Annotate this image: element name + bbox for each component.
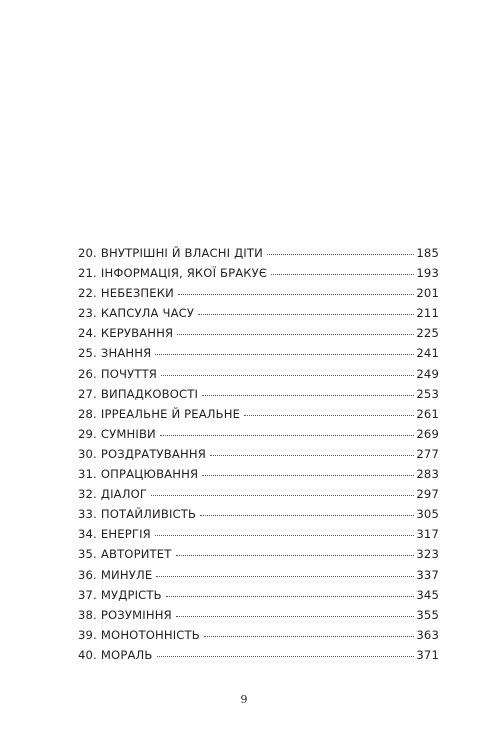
table-of-contents xyxy=(78,246,439,668)
toc-entry xyxy=(78,628,439,648)
toc-entry-title: ВНУТРІШНІ Й ВЛАСНІ ДІТИ xyxy=(100,246,263,260)
toc-entry xyxy=(78,447,439,467)
toc-entry xyxy=(78,326,439,346)
toc-entry-number: 29. xyxy=(78,426,97,441)
dot-leader xyxy=(198,313,414,315)
toc-entry-page: 371 xyxy=(416,647,439,662)
toc-entry-number: 26. xyxy=(78,366,97,381)
dot-leader xyxy=(210,454,415,456)
dot-leader xyxy=(156,575,414,577)
toc-entry-page: 283 xyxy=(416,467,439,482)
toc-entry-page: 323 xyxy=(416,547,439,562)
dot-leader xyxy=(155,353,414,355)
toc-entry-title: РОЗУМІННЯ xyxy=(100,607,172,622)
toc-entry-number: 30. xyxy=(78,446,97,461)
dot-leader xyxy=(166,595,415,597)
toc-entry-page: 305 xyxy=(416,507,439,522)
toc-entry-title: ІНФОРМАЦІЯ, ЯКОЇ БРАКУЄ xyxy=(100,266,268,281)
dot-leader xyxy=(271,273,414,275)
toc-entry-title: КЕРУВАННЯ xyxy=(100,326,174,341)
toc-entry-number: 32. xyxy=(78,487,97,502)
toc-entry xyxy=(78,568,439,588)
dot-leader xyxy=(160,434,415,436)
toc-entry-title: АВТОРИТЕТ xyxy=(100,547,172,562)
dot-leader xyxy=(177,333,414,335)
toc-entry xyxy=(78,266,439,286)
toc-entry-title: МОРАЛЬ xyxy=(100,647,153,662)
toc-entry xyxy=(78,407,439,427)
toc-entry xyxy=(78,608,439,628)
dot-leader xyxy=(204,635,415,637)
toc-entry-page: 337 xyxy=(416,567,439,582)
toc-entry-title: ЕНЕРГІЯ xyxy=(100,527,151,542)
toc-entry xyxy=(78,346,439,366)
toc-entry xyxy=(78,427,439,447)
toc-entry xyxy=(78,588,439,608)
toc-entry-number: 35. xyxy=(78,547,97,562)
toc-entry-page: 249 xyxy=(416,366,439,381)
toc-entry-page: 193 xyxy=(416,266,439,281)
toc-entry-title: ВИПАДКОВОСТІ xyxy=(100,386,199,401)
toc-entry-title: ІРРЕАЛЬНЕ Й РЕАЛЬНЕ xyxy=(100,406,241,421)
toc-entry xyxy=(78,387,439,407)
toc-entry-page: 201 xyxy=(416,286,439,301)
toc-entry-page: 363 xyxy=(416,627,439,642)
toc-entry-title: НЕБЕЗПЕКИ xyxy=(100,286,174,301)
dot-leader xyxy=(176,554,415,556)
toc-entry-title: МОНОТОННІСТЬ xyxy=(100,627,200,642)
toc-entry xyxy=(78,648,439,668)
toc-entry-title: ДІАЛОГ xyxy=(100,487,148,502)
dot-leader xyxy=(157,655,415,657)
toc-entry xyxy=(78,547,439,567)
toc-entry-title: КАПСУЛА ЧАСУ xyxy=(100,306,195,321)
toc-entry xyxy=(78,527,439,547)
dot-leader xyxy=(151,494,414,496)
toc-entry-number: 40. xyxy=(78,647,97,662)
toc-entry xyxy=(78,286,439,306)
toc-entry-number: 31. xyxy=(78,467,97,482)
toc-entry xyxy=(78,367,439,387)
dot-leader xyxy=(161,374,414,376)
toc-entry-page: 277 xyxy=(416,446,439,461)
toc-entry-number: 27. xyxy=(78,386,97,401)
toc-entry-page: 225 xyxy=(416,326,439,341)
toc-entry-page: 355 xyxy=(416,607,439,622)
toc-entry-title: МИНУЛЕ xyxy=(100,567,153,582)
toc-entry xyxy=(78,467,439,487)
toc-entry-title: СУМНІВИ xyxy=(100,426,156,441)
toc-entry-page: 185 xyxy=(416,246,439,260)
toc-entry-number: 20. xyxy=(78,246,97,260)
dot-leader xyxy=(202,474,414,476)
toc-entry-number: 33. xyxy=(78,507,97,522)
toc-entry-title: ОПРАЦЮВАННЯ xyxy=(100,467,199,482)
toc-entry-page: 317 xyxy=(416,527,439,542)
toc-entry-page: 297 xyxy=(416,487,439,502)
toc-entry-page: 253 xyxy=(416,386,439,401)
page-number: 9 xyxy=(240,693,248,706)
toc-entry-title: МУДРІСТЬ xyxy=(100,587,162,602)
toc-entry-number: 25. xyxy=(78,346,97,361)
toc-entry-number: 37. xyxy=(78,587,97,602)
toc-entry-number: 24. xyxy=(78,326,97,341)
dot-leader xyxy=(202,394,414,396)
toc-entry-title: ЗНАННЯ xyxy=(100,346,152,361)
toc-entry xyxy=(78,487,439,507)
toc-entry-number: 39. xyxy=(78,627,97,642)
toc-entry-title: ПОТАЙЛИВІСТЬ xyxy=(100,507,197,522)
toc-entry-number: 38. xyxy=(78,607,97,622)
toc-entry-number: 36. xyxy=(78,567,97,582)
toc-entry-page: 269 xyxy=(416,426,439,441)
dot-leader xyxy=(244,414,414,416)
toc-entry-title: РОЗДРАТУВАННЯ xyxy=(100,446,206,461)
dot-leader xyxy=(155,534,415,536)
dot-leader xyxy=(176,615,415,617)
toc-entry xyxy=(78,507,439,527)
toc-entry-number: 22. xyxy=(78,286,97,301)
toc-entry-page: 261 xyxy=(416,406,439,421)
toc-entry-number: 23. xyxy=(78,306,97,321)
toc-entry-page: 211 xyxy=(416,306,439,321)
dot-leader xyxy=(267,253,415,255)
toc-entry-page: 345 xyxy=(416,587,439,602)
toc-entry-number: 28. xyxy=(78,406,97,421)
toc-entry xyxy=(78,306,439,326)
toc-entry-title: ПОЧУТТЯ xyxy=(100,366,158,381)
toc-entry-number: 34. xyxy=(78,527,97,542)
dot-leader xyxy=(178,293,414,295)
toc-entry xyxy=(78,246,439,266)
dot-leader xyxy=(200,514,414,516)
toc-entry-page: 241 xyxy=(416,346,439,361)
toc-entry-number: 21. xyxy=(78,266,97,281)
